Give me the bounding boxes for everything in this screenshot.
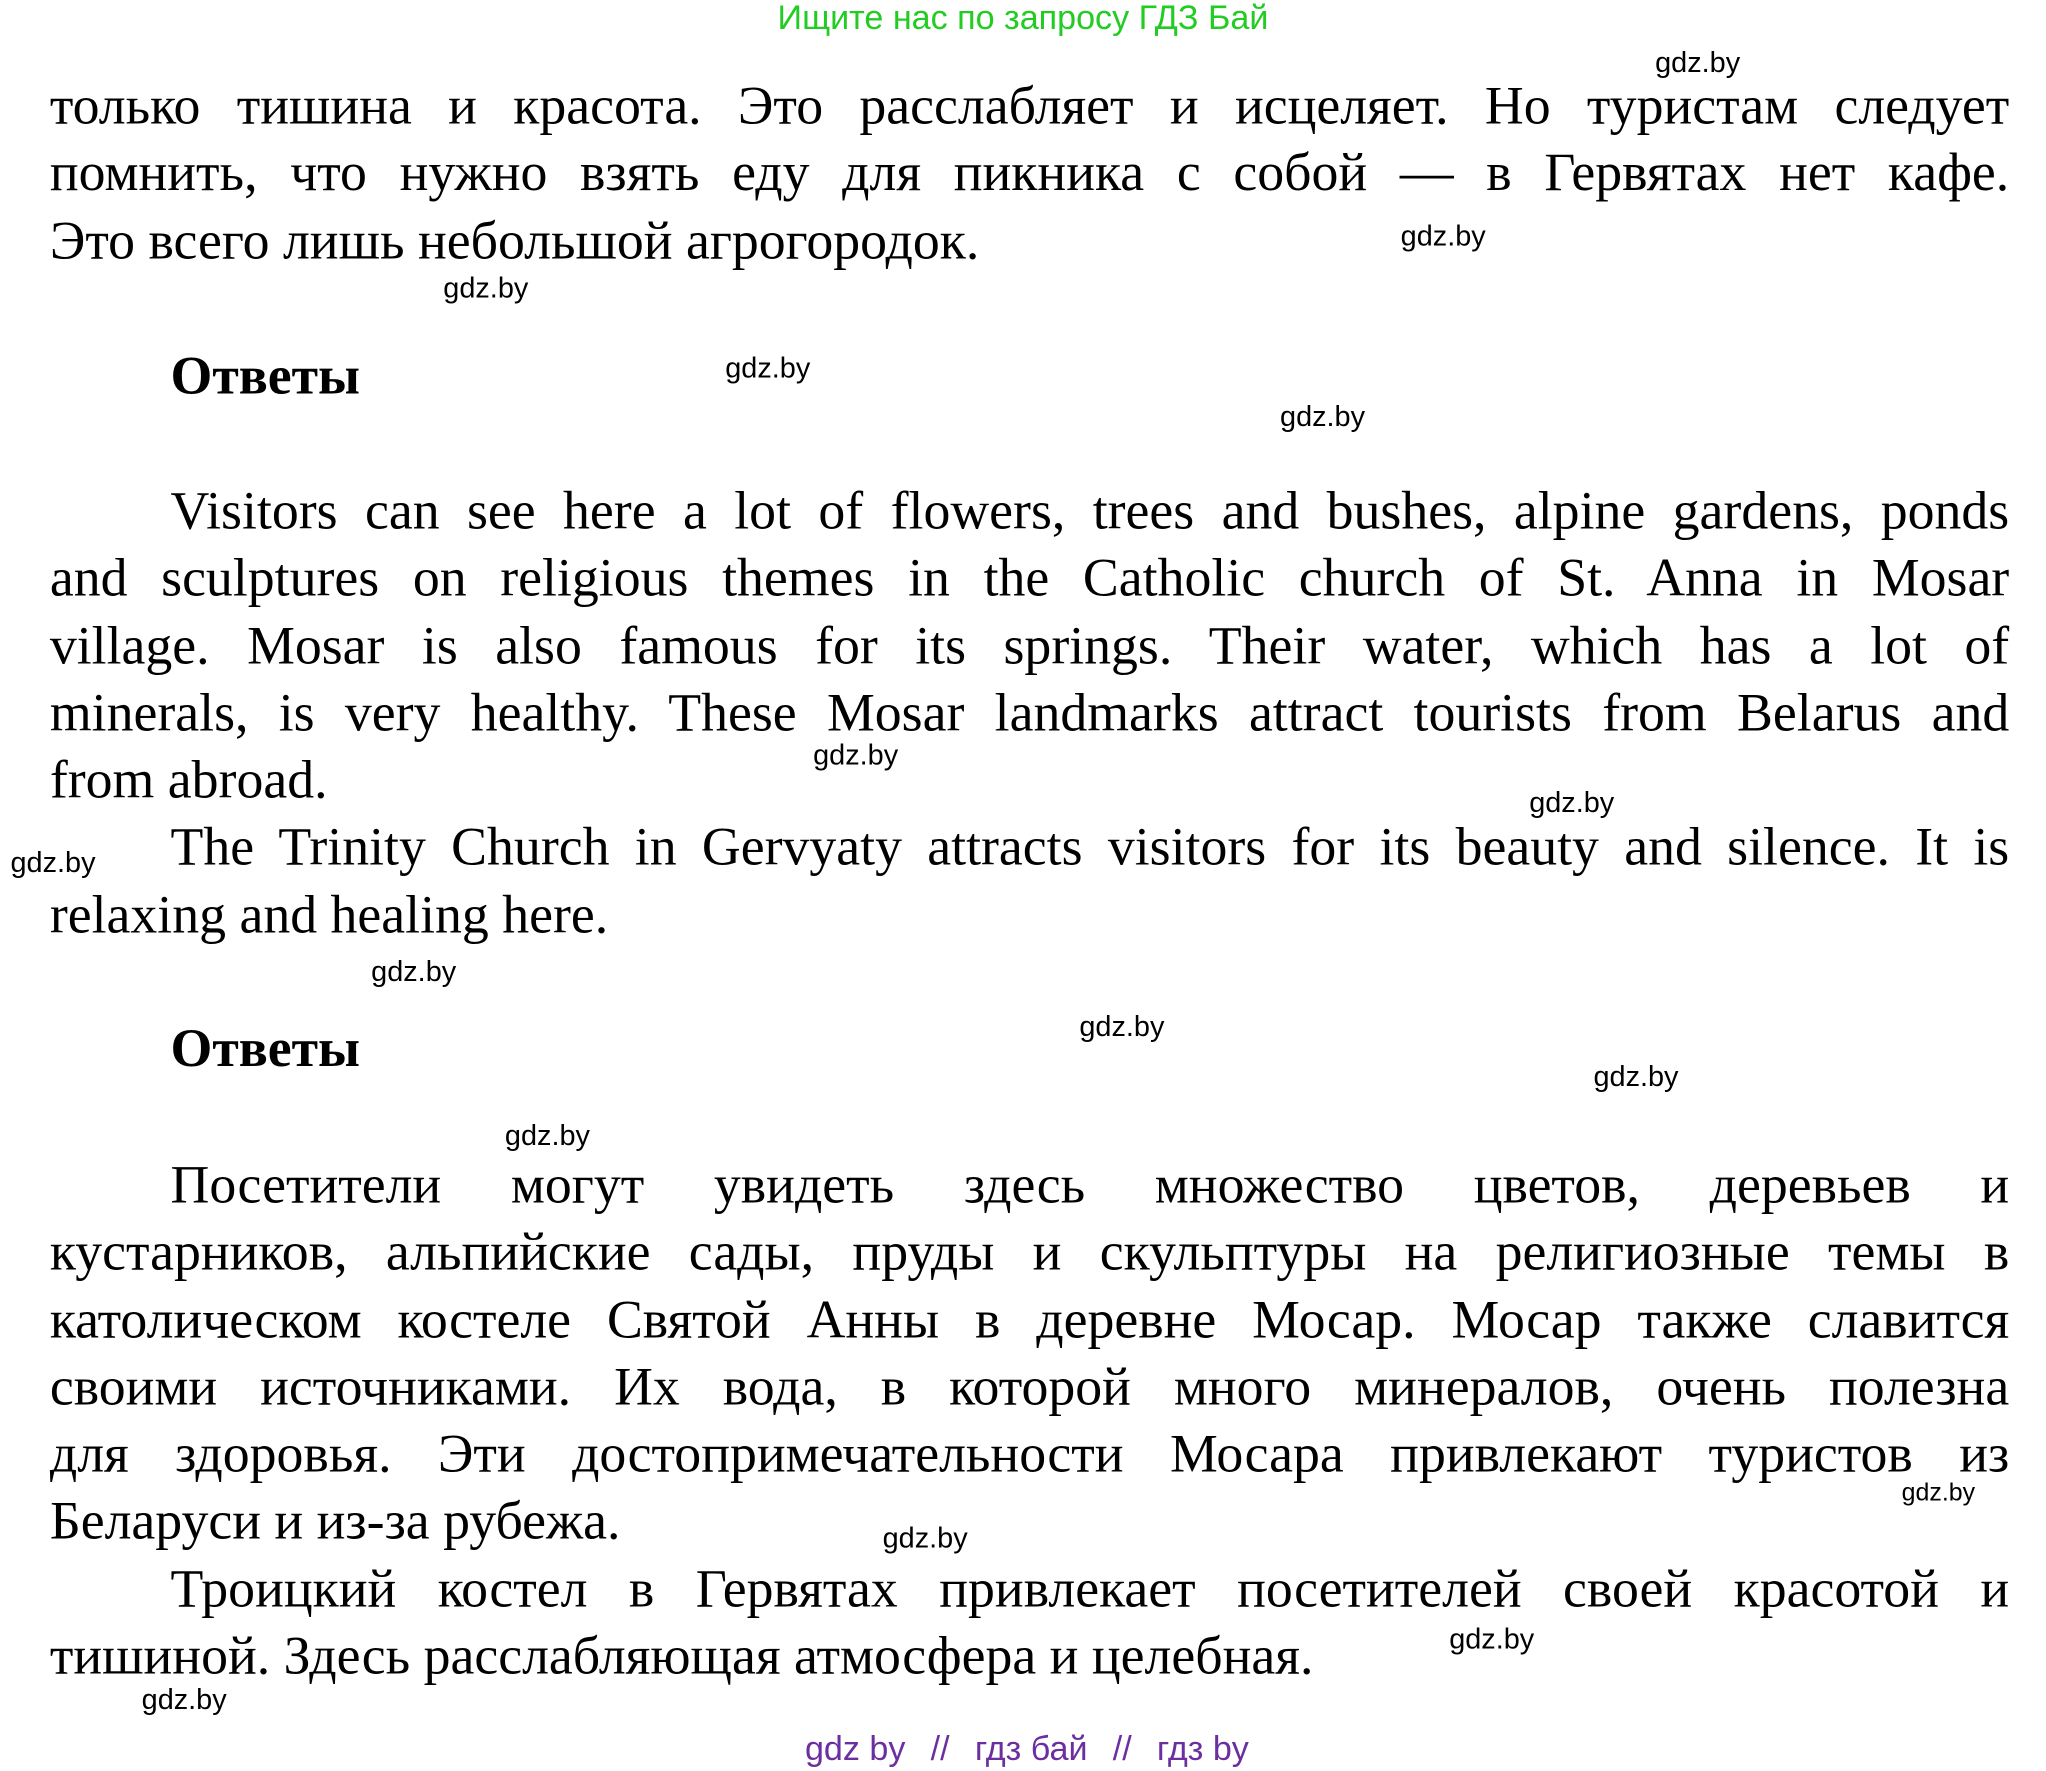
text-line: from abroad. <box>49 749 328 810</box>
watermark: gdz.by <box>371 954 457 988</box>
watermark: gdz.by <box>882 1521 968 1555</box>
text-line: для здоровья. Эти достопримечательности Мосара привлекают туристов из <box>49 1423 2010 1484</box>
watermark: gdz.by <box>725 351 811 385</box>
watermark: gdz.by <box>1655 45 1741 79</box>
search-banner: Ищите нас по запросу ГДЗ Бай <box>777 0 1269 37</box>
intro-paragraph <box>50 72 2009 274</box>
text-line: and sculptures on religious themes in the Catholic church of St. Anna in Mosar <box>49 547 2010 608</box>
english-answer <box>50 477 2009 948</box>
footer-separator: // <box>930 1728 950 1768</box>
text-line: тишиной. Здесь расслабляющая атмосфера и целебная. <box>49 1625 1314 1686</box>
text-line: Посетители могут увидеть здесь множество цветов, деревьев и <box>170 1154 2010 1215</box>
watermark: gdz.by <box>10 845 96 879</box>
text-line: Это всего лишь небольшой агрогородок. <box>49 209 980 270</box>
text-line: Беларуси и из-за рубежа. <box>49 1490 621 1551</box>
text-line: relaxing and healing here. <box>49 883 609 944</box>
watermark: gdz.by <box>443 271 529 305</box>
watermark: gdz.by <box>504 1118 590 1152</box>
text-line: minerals, is very healthy. These Mosar landmarks attract tourists from Belarus and <box>49 681 2010 743</box>
text-line: village. Mosar is also famous for its springs. Their water, which has a lot of <box>49 614 2010 675</box>
text-line: только тишина и красота. Это расслабляет и исцеляет. Но туристам следует <box>49 74 2010 136</box>
watermark: gdz.by <box>1400 219 1486 252</box>
watermark: gdz.by <box>1901 1479 1976 1507</box>
footer-link[interactable]: гдз бай <box>974 1728 1088 1768</box>
footer-separator: // <box>1112 1728 1132 1768</box>
text-line: Троицкий костел в Гервятах привлекает посетителей своей красотой и <box>170 1557 2010 1619</box>
watermark: gdz.by <box>1449 1622 1535 1656</box>
answers-heading: Ответы <box>170 344 361 406</box>
answers-heading: Ответы <box>170 1017 361 1079</box>
footer-link[interactable]: гдз by <box>1156 1728 1249 1768</box>
watermark: gdz.by <box>1529 785 1615 819</box>
text-line: католическом костеле Святой Анны в деревне Мосар. Мосар также славится <box>49 1288 2010 1350</box>
watermark: gdz.by <box>1280 400 1366 433</box>
watermark: gdz.by <box>1593 1059 1679 1093</box>
watermark: gdz.by <box>141 1682 227 1716</box>
text-line: помнить, что нужно взять еду для пикника с собой — в Гервятах нет кафе. <box>49 142 2010 203</box>
watermark: gdz.by <box>1079 1009 1165 1043</box>
text-line: кустарников, альпийские сады, пруды и скульптуры на религиозные темы в <box>49 1221 2010 1282</box>
text-line: Visitors can see here a lot of flowers, trees and bushes, alpine gardens, ponds <box>170 480 2010 541</box>
text-line: своими источниками. Их вода, в которой много минералов, очень полезна <box>49 1355 2010 1417</box>
footer-links <box>0 1729 2046 1770</box>
watermark: gdz.by <box>813 738 899 772</box>
footer-link[interactable]: gdz by <box>804 1728 906 1768</box>
russian-answer <box>50 1151 2009 1689</box>
text-line: The Trinity Church in Gervyaty attracts visitors for its beauty and silence. It is <box>170 816 2010 877</box>
